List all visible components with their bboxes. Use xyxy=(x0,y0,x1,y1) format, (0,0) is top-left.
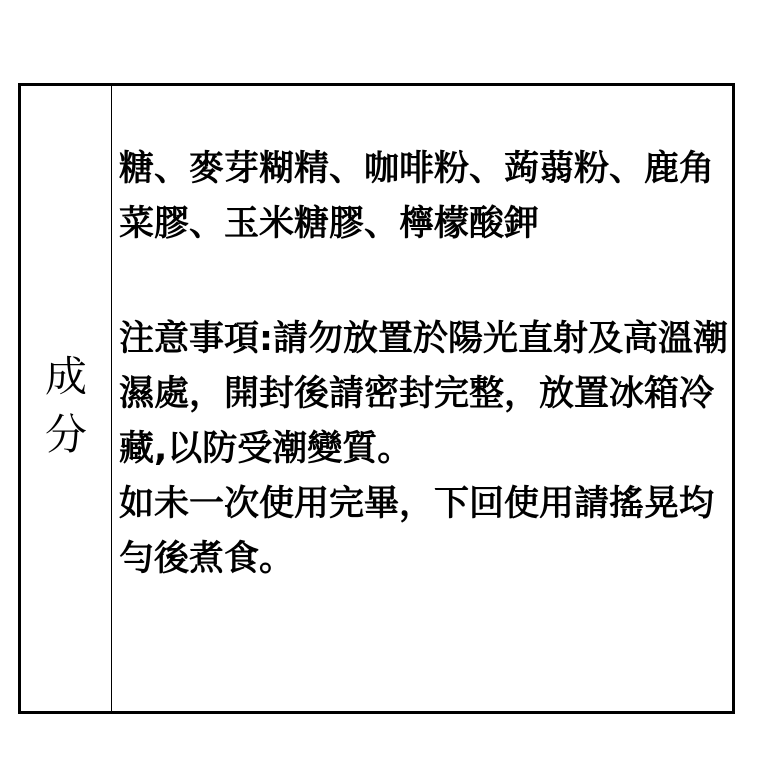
content-cell xyxy=(119,142,731,587)
ingredients-text: 糖、麥芽糊精、咖啡粉、蒟蒻粉、鹿角菜膠、玉米糖膠、檸檬酸鉀 xyxy=(119,149,715,244)
label-cell xyxy=(21,86,111,711)
paragraph-gap xyxy=(119,252,731,312)
storage-notice: 注意事項:請勿放置於陽光直射及高溫潮濕處，開封後請密封完整，放置冰箱冷藏,以防受潮變質。 xyxy=(119,319,728,469)
ingredients-table xyxy=(18,83,735,714)
column-divider xyxy=(111,86,112,711)
ingredients-label: 成分 xyxy=(44,351,87,459)
usage-notice: 如未一次使用完畢，下回使用請搖晃均勻後煮食。 xyxy=(119,484,715,579)
